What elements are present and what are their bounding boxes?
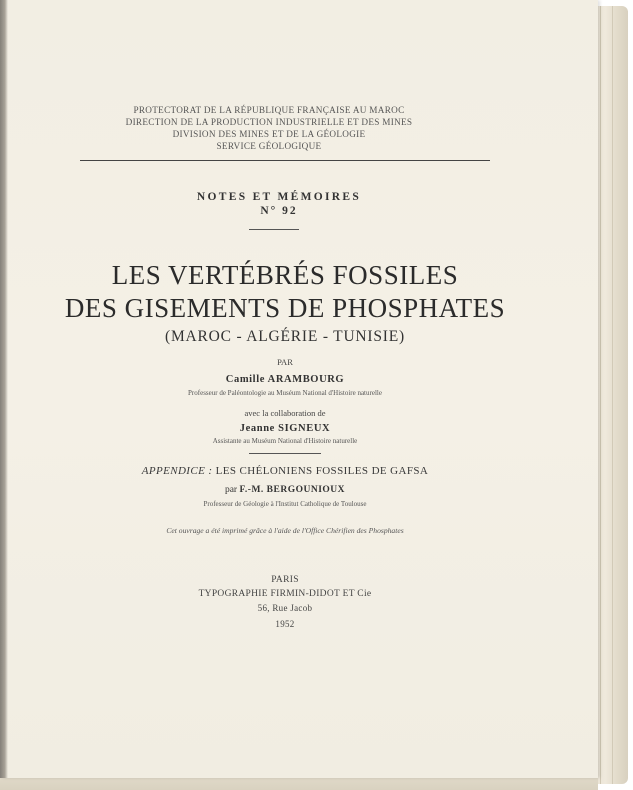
author-affiliation: Professeur de Paléontologie au Muséum National d'Histoire naturelle: [188, 389, 382, 397]
appendix-par: par: [224, 485, 238, 495]
imprint-address: 56, Rue Jacob: [257, 603, 313, 613]
imprint-printer: TYPOGRAPHIE FIRMIN-DIDOT ET Cie: [198, 589, 372, 599]
header-rule: [80, 160, 490, 161]
par-label: PAR: [277, 357, 293, 367]
appendix-affiliation: Professeur de Géologie à l'Institut Catholique de Toulouse: [203, 500, 367, 508]
collab-affiliation: Assistante au Muséum National d'Histoire naturelle: [212, 437, 358, 445]
collab-name: [0, 423, 584, 434]
author-last: ARAMBOURG: [267, 374, 345, 385]
series-rule: [249, 229, 299, 230]
collab-first: Jeanne: [239, 423, 275, 434]
appendix-text: LES CHÉLONIENS FOSSILES DE GAFSA: [215, 465, 429, 477]
imprint-city: PARIS: [271, 575, 299, 585]
title-subtitle: (MAROC - ALGÉRIE - TUNISIE): [164, 328, 405, 345]
title-line-2: DES GISEMENTS DE PHOSPHATES: [64, 293, 506, 323]
appendix-label: APPENDICE :: [141, 465, 213, 477]
series-name: NOTES ET MÉMOIRES: [196, 191, 362, 203]
header-line-3: DIVISION DES MINES ET DE LA GÉOLOGIE: [172, 129, 366, 139]
imprint-year: 1952: [275, 619, 295, 629]
appendix-line: [0, 465, 584, 477]
header-line-4: SERVICE GÉOLOGIQUE: [216, 141, 322, 151]
collab-last: SIGNEUX: [278, 423, 331, 434]
appendix-author-line: [0, 485, 584, 495]
authors-rule: [249, 453, 321, 454]
header-line-2: DIRECTION DE LA PRODUCTION INDUSTRIELLE ET DES MINES: [125, 117, 413, 127]
author-first: Camille: [225, 374, 265, 385]
appendix-author: F.-M. BERGOUNIOUX: [239, 485, 346, 495]
series-number: N° 92: [260, 205, 298, 217]
author-name: [0, 374, 584, 385]
collab-intro: avec la collaboration de: [244, 408, 326, 418]
funding-note: Cet ouvrage a été imprimé grâce à l'aide de l'Office Chérifien des Phosphates: [166, 526, 404, 535]
header-line-1: PROTECTORAT DE LA RÉPUBLIQUE FRANÇAISE AU MAROC: [133, 105, 405, 115]
title-line-1: LES VERTÉBRÉS FOSSILES: [111, 260, 459, 290]
